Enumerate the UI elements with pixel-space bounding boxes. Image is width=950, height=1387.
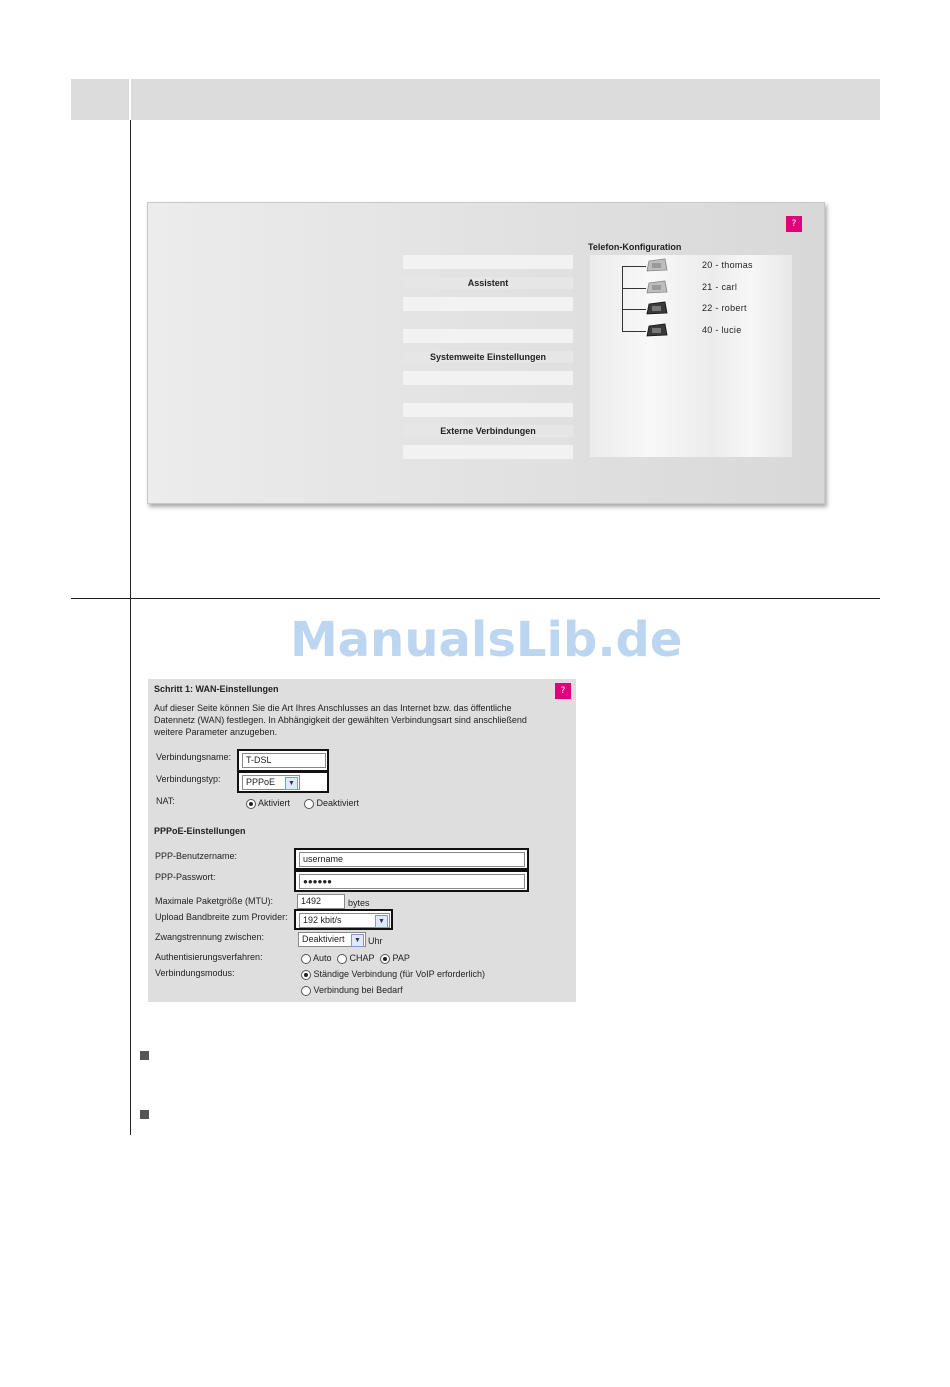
- tree-branch: [622, 266, 646, 267]
- help-button[interactable]: ?: [786, 216, 802, 232]
- auth-option-label: CHAP: [349, 953, 375, 963]
- zwangstrennung-label: Zwangstrennung zwischen:: [155, 932, 265, 942]
- radio-selected-icon[interactable]: [301, 970, 311, 980]
- radio-icon[interactable]: [304, 799, 314, 809]
- mtu-field[interactable]: 1492: [297, 894, 345, 909]
- nat-deaktiviert-option[interactable]: [304, 798, 359, 809]
- upload-label: Upload Bandbreite zum Provider:: [155, 912, 288, 922]
- modus-option-label: Verbindung bei Bedarf: [313, 985, 403, 995]
- zwangstrennung-value: Deaktiviert: [302, 934, 345, 944]
- benutzername-highlight: [294, 848, 529, 870]
- phone-entry-lucie[interactable]: [646, 323, 668, 342]
- chevron-down-icon[interactable]: ▼: [351, 934, 364, 947]
- header-band: [71, 79, 880, 120]
- nat-aktiviert-option[interactable]: [246, 798, 290, 809]
- phone-entry-thomas[interactable]: [646, 258, 668, 277]
- phone-label-robert: 22 - robert: [702, 303, 747, 313]
- wan-intro-text: [154, 702, 527, 738]
- phone-dark-icon: [646, 323, 668, 337]
- verbindungsname-label: Verbindungsname:: [156, 752, 232, 762]
- systemweite-einstellungen-label: Systemweite Einstellungen: [403, 351, 573, 363]
- upload-select[interactable]: [299, 913, 390, 928]
- margin-rule: [130, 120, 131, 1135]
- zwangstrennung-unit: Uhr: [368, 936, 383, 946]
- pppoe-heading: PPPoE-Einstellungen: [154, 826, 246, 836]
- watermark: ManualsLib.de: [290, 612, 683, 668]
- systemweite-einstellungen-button[interactable]: [403, 329, 573, 385]
- auth-option-auto[interactable]: [301, 953, 332, 964]
- verbindungstyp-highlight: [237, 771, 329, 793]
- verbindungstyp-label: Verbindungstyp:: [156, 774, 221, 784]
- intro-line: Datennetz (WAN) festlegen. In Abhängigkeit der gewählten Verbindungsart sind anschließend: [154, 715, 527, 725]
- nat-aktiviert-label: Aktiviert: [258, 798, 291, 808]
- nat-label: NAT:: [156, 796, 175, 806]
- phone-entry-robert[interactable]: [646, 301, 668, 320]
- verbindungsname-field[interactable]: T-DSL: [242, 753, 326, 768]
- assistent-button[interactable]: [403, 255, 573, 311]
- intro-line: weitere Parameter anzugeben.: [154, 727, 278, 737]
- mtu-label: Maximale Paketgröße (MTU):: [155, 896, 274, 906]
- upload-value: 192 kbit/s: [303, 915, 342, 925]
- modus-label: Verbindungsmodus:: [155, 968, 235, 978]
- auth-option-chap[interactable]: [337, 953, 375, 964]
- verbindungstyp-select[interactable]: [242, 775, 300, 790]
- radio-icon[interactable]: [337, 954, 347, 964]
- chevron-down-icon[interactable]: ▼: [375, 915, 388, 928]
- benutzername-field[interactable]: username: [299, 852, 525, 867]
- bullet-icon: [140, 1051, 149, 1060]
- telefon-konfiguration-panel: [590, 255, 792, 457]
- phone-label-thomas: 20 - thomas: [702, 260, 753, 270]
- phone-label-carl: 21 - carl: [702, 282, 738, 292]
- tree-branch: [622, 331, 646, 332]
- zwangstrennung-select[interactable]: [298, 932, 366, 947]
- radio-icon[interactable]: [301, 954, 311, 964]
- auth-option-label: PAP: [392, 953, 410, 963]
- phone-dark-icon: [646, 301, 668, 315]
- auth-label: Authentisierungsverfahren:: [155, 952, 263, 962]
- phone-entry-carl[interactable]: [646, 280, 668, 299]
- auth-option-label: Auto: [313, 953, 332, 963]
- bullet-icon: [140, 1110, 149, 1119]
- auth-option-pap[interactable]: [380, 953, 410, 964]
- help-button[interactable]: ?: [555, 683, 571, 699]
- header-separator: [129, 79, 131, 120]
- chevron-down-icon[interactable]: ▼: [285, 777, 298, 790]
- wan-step-title: Schritt 1: WAN-Einstellungen: [154, 684, 279, 694]
- tree-branch: [622, 309, 646, 310]
- verbindungstyp-value: PPPoE: [246, 777, 276, 787]
- modus-option-label: Ständige Verbindung (für VoIP erforderlich): [313, 969, 485, 979]
- radio-selected-icon[interactable]: [246, 799, 256, 809]
- tree-line: [622, 266, 623, 331]
- modus-option-staendig[interactable]: [301, 969, 485, 980]
- phone-light-icon: [646, 280, 668, 294]
- phone-label-lucie: 40 - lucie: [702, 325, 742, 335]
- phone-light-icon: [646, 258, 668, 272]
- externe-verbindungen-button[interactable]: [403, 403, 573, 459]
- radio-icon[interactable]: [301, 986, 311, 996]
- intro-line: Auf dieser Seite können Sie die Art Ihres Anschlusses an das Internet bzw. das öffentliche: [154, 703, 512, 713]
- passwort-highlight: [294, 870, 529, 892]
- upload-highlight: [294, 909, 393, 930]
- benutzername-label: PPP-Benutzername:: [155, 851, 238, 861]
- main-menu-screenshot: [147, 202, 825, 504]
- verbindungsname-highlight: [237, 749, 329, 772]
- wan-settings-screenshot: [148, 679, 576, 1002]
- mtu-unit: bytes: [348, 898, 370, 908]
- modus-option-bedarf[interactable]: [301, 985, 403, 996]
- telefon-konfiguration-title: Telefon-Konfiguration: [588, 242, 682, 252]
- passwort-field[interactable]: ●●●●●●: [299, 874, 525, 889]
- assistent-label: Assistent: [403, 277, 573, 289]
- externe-verbindungen-label: Externe Verbindungen: [403, 425, 573, 437]
- radio-selected-icon[interactable]: [380, 954, 390, 964]
- passwort-label: PPP-Passwort:: [155, 872, 216, 882]
- nat-deaktiviert-label: Deaktiviert: [316, 798, 360, 808]
- tree-branch: [622, 288, 646, 289]
- section-divider: [71, 598, 880, 599]
